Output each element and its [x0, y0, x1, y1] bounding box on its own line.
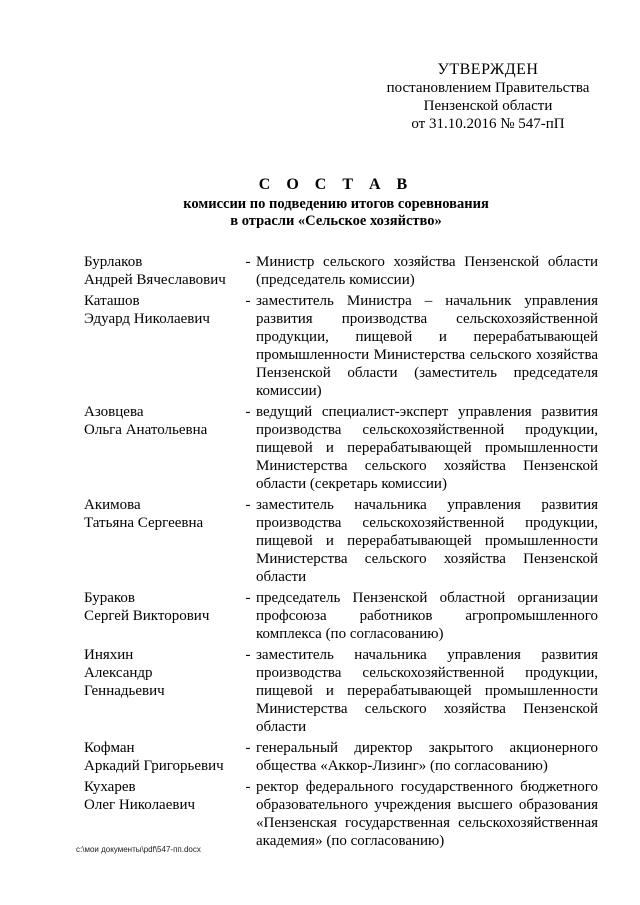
- member-surname: Азовцева: [84, 404, 144, 420]
- member-dash: -: [245, 497, 251, 513]
- member-surname: Кофман: [84, 740, 135, 756]
- member-name: [84, 496, 240, 586]
- member-dash: -: [245, 404, 251, 420]
- member-name: [84, 778, 240, 850]
- approval-title: УТВЕРЖДЕН: [437, 61, 539, 78]
- document-heading: [80, 176, 592, 230]
- member-role: ведущий специалист-эксперт управления развития производства сельскохозяйственной продукции, пищевой и перерабатывающей промышленности Министерства сельского хозяйства Пензенской области (секретарь комиссии): [256, 404, 598, 492]
- member-surname: Иняхин: [84, 647, 134, 663]
- document-title: С О С Т А В: [258, 176, 414, 193]
- member-role: заместитель начальника управления развития производства сельскохозяйственной продукции, пищевой и перерабатывающей промышленности Министерства сельского хозяйства Пензенской области: [256, 647, 598, 735]
- member-given-names: Сергей Викторович: [84, 608, 210, 624]
- member-surname: Каташов: [84, 293, 140, 309]
- member-role: генеральный директор закрытого акционерного общества «Аккор-Лизинг» (по согласованию): [256, 740, 598, 774]
- member-dash: -: [245, 590, 251, 606]
- member-row: [84, 292, 598, 400]
- member-given-names: Эдуард Николаевич: [84, 311, 210, 327]
- approval-line-decree: постановлением Правительства: [386, 80, 590, 96]
- member-role: ректор федерального государственного бюджетного образовательного учреждения высшего образования «Пензенская государственная сельскохозяйственная академия» (по согласованию): [256, 779, 598, 849]
- document-subtitle-line1: комиссии по подведению итогов соревнования: [183, 196, 489, 212]
- member-dash: -: [245, 740, 251, 756]
- member-role: Министр сельского хозяйства Пензенской области (председатель комиссии): [256, 254, 598, 288]
- members-list: [84, 253, 598, 853]
- member-surname: Акимова: [84, 497, 141, 513]
- approval-line-region: Пензенской области: [423, 98, 553, 114]
- member-name: [84, 739, 240, 775]
- member-row: [84, 739, 598, 775]
- member-dash: -: [245, 293, 251, 309]
- member-given-names: Олег Николаевич: [84, 797, 196, 813]
- member-dash: -: [245, 254, 251, 270]
- member-name: [84, 292, 240, 400]
- member-row: [84, 778, 598, 850]
- member-dash: -: [245, 647, 251, 663]
- member-role: заместитель Министра – начальник управления развития производства сельскохозяйственной продукции, пищевой и перерабатывающей промышленности Министерства сельского хозяйства Пензенской области (заместитель председателя комиссии): [256, 293, 598, 399]
- member-row: [84, 496, 598, 586]
- member-surname: Бурлаков: [84, 254, 143, 270]
- document-subtitle-line2: в отрасли «Сельское хозяйство»: [230, 213, 442, 229]
- approval-line-date: от 31.10.2016 № 547-пП: [411, 116, 565, 132]
- approval-stamp: [372, 61, 604, 133]
- member-surname: Кухарев: [84, 779, 136, 795]
- member-given-names: Татьяна Сергеевна: [84, 515, 204, 531]
- member-patronymic: Геннадьевич: [84, 683, 165, 699]
- member-name: [84, 253, 240, 289]
- member-given-names: Андрей Вячеславович: [84, 272, 226, 288]
- member-row: [84, 589, 598, 643]
- member-name: [84, 646, 240, 736]
- member-row: [84, 403, 598, 493]
- member-name: [84, 589, 240, 643]
- member-role: заместитель начальника управления развития производства сельскохозяйственной продукции, пищевой и перерабатывающей промышленности Министерства сельского хозяйства Пензенской области: [256, 497, 598, 585]
- member-row: [84, 253, 598, 289]
- member-given-names: Ольга Анатольевна: [84, 422, 208, 438]
- file-path-footer: c:\мои документы\pdf\547-пп.docx: [76, 845, 201, 854]
- member-name: [84, 403, 240, 493]
- member-role: председатель Пензенской областной организации профсоюза работников агропромышленного комплекса (по согласованию): [256, 590, 598, 642]
- member-given-names: Аркадий Григорьевич: [84, 758, 224, 774]
- member-dash: -: [245, 779, 251, 795]
- member-first-name: Александр: [84, 665, 153, 681]
- member-row: [84, 646, 598, 736]
- member-surname: Бураков: [84, 590, 136, 606]
